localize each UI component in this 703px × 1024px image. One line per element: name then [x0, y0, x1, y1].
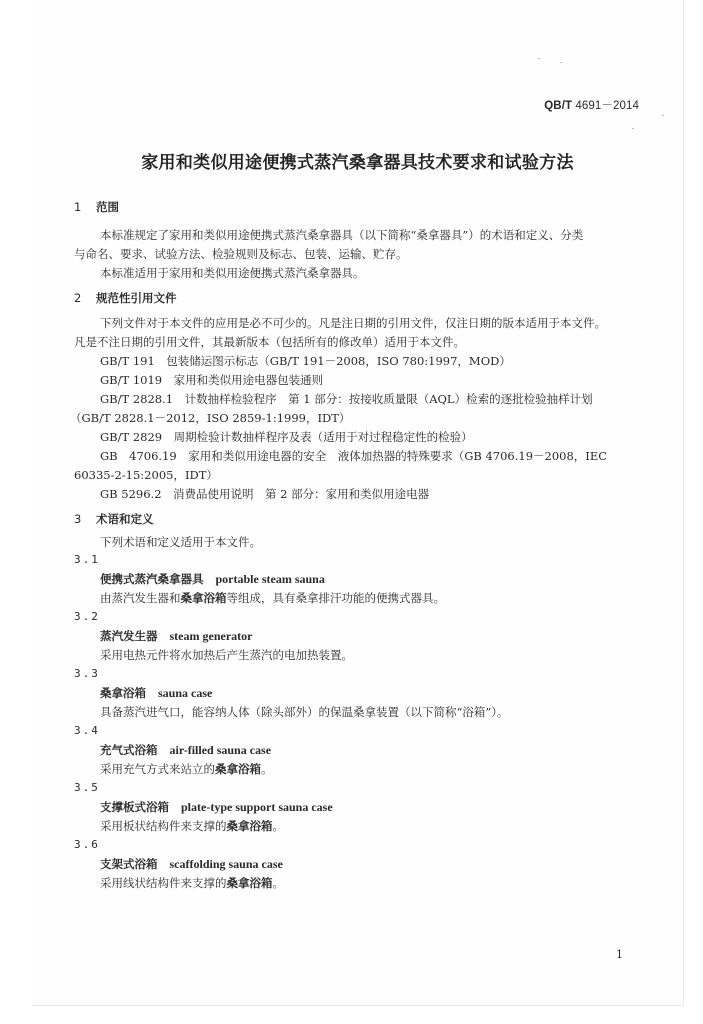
paragraph-line: 本标准规定了家用和类似用途便携式蒸汽桑拿器具（以下简称“桑拿器具”）的术语和定义、分类	[100, 228, 584, 242]
term-en: sauna case	[158, 686, 213, 700]
term-heading	[100, 741, 271, 759]
term-number: 3.2	[74, 610, 100, 623]
reference-item-continued: 60335-2-15:2005，IDT）	[74, 468, 218, 482]
section-title: 规范性引用文件	[96, 291, 177, 305]
term-definition	[100, 589, 445, 607]
page-number: 1	[616, 948, 623, 961]
section-title: 范围	[96, 200, 119, 214]
definition-text: 采用板状结构件来支撑的	[100, 819, 227, 833]
section-1-heading	[74, 198, 119, 216]
reference-item: GB/T 2828.1 计数抽样检验程序 第 1 部分：按接收质量限（AQL）检索的逐批检验抽样计划	[100, 392, 593, 406]
term-en: steam generator	[169, 629, 253, 643]
term-number: 3.3	[74, 667, 100, 680]
term-zh: 便携式蒸汽桑拿器具	[100, 572, 204, 586]
document-title: 家用和类似用途便携式蒸汽桑拿器具技术要求和试验方法	[141, 153, 574, 173]
term-heading	[100, 684, 212, 702]
definition-text: 采用电热元件将水加热后产生蒸汽的电加热装置。	[100, 648, 353, 662]
term-en: air-filled sauna case	[169, 743, 272, 757]
term-definition	[100, 817, 284, 835]
paragraph-line: 下列术语和定义适用于本文件。	[100, 535, 261, 549]
definition-text: 。	[261, 762, 273, 776]
definition-text: 等组成，具有桑拿排汗功能的便携式器具。	[226, 591, 445, 605]
reference-item: GB 5296.2 消费品使用说明 第 2 部分：家用和类似用途电器	[100, 487, 430, 501]
reference-item: GB/T 1019 家用和类似用途电器包装通则	[100, 373, 324, 387]
definition-text: 采用充气方式来站立的	[100, 762, 215, 776]
definition-term-ref: 桑拿浴箱	[215, 762, 261, 776]
definition-term-ref: 桑拿浴箱	[226, 819, 273, 833]
term-definition	[100, 874, 284, 892]
paragraph-line: 下列文件对于本文件的应用是必不可少的。凡是注日期的引用文件，仅注日期的版本适用于本文件。	[100, 316, 606, 330]
definition-term-ref: 桑拿浴箱	[180, 591, 227, 605]
scan-speck	[632, 128, 634, 129]
term-zh: 支撑板式浴箱	[100, 800, 169, 814]
section-number: 2	[74, 291, 82, 305]
definition-text: 。	[272, 876, 284, 890]
reference-item: GB/T 2829 周期检验计数抽样程序及表（适用于对过程稳定性的检验）	[100, 430, 473, 444]
standard-code	[544, 97, 639, 113]
definition-text: 由蒸汽发生器和	[100, 591, 181, 605]
term-heading	[100, 798, 333, 816]
section-3-heading	[74, 510, 154, 528]
definition-text: 采用线状结构件来支撑的	[100, 876, 227, 890]
term-en: plate-type support sauna case	[181, 800, 333, 814]
term-number: 3.4	[74, 724, 100, 737]
standard-number: 4691－2014	[575, 100, 639, 112]
definition-text: 具备蒸汽进气口，能容纳人体（除头部外）的保温桑拿装置（以下简称“浴箱”）。	[100, 705, 509, 719]
term-zh: 支架式浴箱	[100, 857, 158, 871]
term-heading	[100, 570, 325, 588]
term-number: 3.6	[74, 838, 100, 851]
term-number: 3.5	[74, 781, 100, 794]
term-heading	[100, 855, 283, 873]
term-zh: 桑拿浴箱	[100, 686, 146, 700]
term-definition	[100, 760, 273, 778]
term-heading	[100, 627, 252, 645]
document-page	[32, 0, 684, 1006]
section-title: 术语和定义	[96, 512, 154, 526]
reference-item: GB 4706.19 家用和类似用途电器的安全 液体加热器的特殊要求（GB 4706.19－2008，IEC	[100, 449, 608, 463]
standard-prefix: QB/T	[544, 100, 573, 112]
scan-speck	[662, 115, 664, 116]
paragraph-line: 本标准适用于家用和类似用途便携式蒸汽桑拿器具。	[100, 266, 365, 280]
reference-item: GB/T 191 包装储运图示标志（GB/T 191－2008，ISO 780:1997，MOD）	[100, 354, 511, 368]
reference-item-continued: （GB/T 2828.1－2012，ISO 2859-1:1999，IDT）	[70, 411, 351, 425]
scan-speck	[560, 62, 562, 63]
section-2-heading	[74, 289, 177, 307]
term-definition	[100, 646, 353, 664]
paragraph-line: 凡是不注日期的引用文件，其最新版本（包括所有的修改单）适用于本文件。	[74, 335, 465, 349]
definition-text: 。	[272, 819, 284, 833]
definition-term-ref: 桑拿浴箱	[226, 876, 273, 890]
term-definition	[100, 703, 509, 721]
term-zh: 蒸汽发生器	[100, 629, 158, 643]
term-zh: 充气式浴箱	[100, 743, 158, 757]
term-en: portable steam sauna	[215, 572, 325, 586]
term-en: scaffolding sauna case	[169, 857, 283, 871]
scan-speck	[538, 58, 540, 59]
term-number: 3.1	[74, 553, 100, 566]
section-number: 3	[74, 512, 82, 526]
paragraph-line: 与命名、要求、试验方法、检验规则及标志、包装、运输、贮存。	[74, 247, 408, 261]
section-number: 1	[74, 200, 82, 214]
